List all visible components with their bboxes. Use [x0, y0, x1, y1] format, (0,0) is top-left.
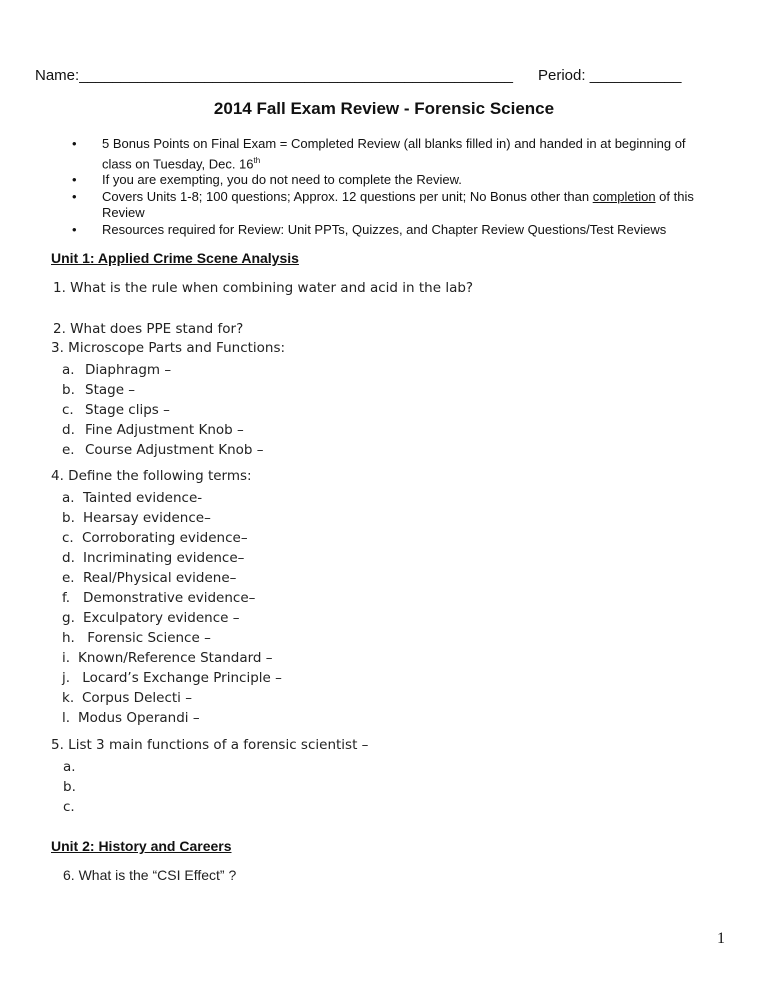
list-item: e. Course Adjustment Knob – — [62, 442, 264, 458]
bullet-icon: • — [72, 136, 77, 151]
page-title: 2014 Fall Exam Review - Forensic Science — [213, 99, 555, 118]
list-item: i. Known/Reference Standard – — [62, 650, 273, 666]
microscope-parts-list — [62, 360, 264, 460]
instructions-list — [72, 136, 732, 238]
instruction-item: • Resources required for Review: Unit PPTs, Quizzes, and Chapter Review Questions/Test Reviews — [72, 221, 667, 237]
list-item: b. — [63, 779, 76, 795]
name-label: Name: — [35, 67, 80, 84]
list-item: d. Fine Adjustment Knob – — [62, 422, 244, 438]
name-field[interactable] — [35, 67, 513, 84]
bullet-icon: • — [72, 172, 77, 188]
bullet-icon: • — [72, 221, 77, 237]
instruction-item: • 5 Bonus Points on Final Exam = Completed Review (all blanks filled in) and handed in at beginning of class on Tuesday, Dec. 16th — [72, 136, 686, 171]
question-6: 6. What is the “CSI Effect” ? — [63, 867, 237, 883]
instruction-item: • If you are exempting, you do not need to complete the Review. — [72, 172, 462, 188]
question-2: 2. What does PPE stand for? — [53, 321, 244, 337]
list-item: d. Incriminating evidence– — [62, 550, 245, 566]
question-4: 4. Define the following terms: — [51, 468, 252, 484]
list-item: a. — [63, 759, 76, 775]
list-item: j. Locard’s Exchange Principle – — [62, 670, 282, 686]
question-3: 3. Microscope Parts and Functions: — [51, 340, 286, 356]
list-item: k. Corpus Delecti – — [62, 690, 192, 706]
list-item: f. Demonstrative evidence– — [62, 590, 256, 606]
question-1: 1. What is the rule when combining water and acid in the lab? — [53, 280, 474, 296]
list-item: c. Stage clips – — [62, 402, 170, 418]
period-blank[interactable]: ___________ — [589, 67, 682, 84]
list-item: c. Corroborating evidence– — [62, 530, 248, 546]
list-item: b. Stage – — [62, 382, 136, 398]
emphasis-completion: completion — [592, 188, 656, 204]
page-number: 1 — [717, 930, 725, 947]
unit-2-heading: Unit 2: History and Careers — [51, 838, 232, 854]
list-item: a. Tainted evidence- — [62, 490, 203, 506]
question-5: 5. List 3 main functions of a forensic scientist – — [51, 737, 369, 753]
terms-list — [62, 488, 282, 728]
list-item: e. Real/Physical evidene– — [62, 570, 237, 586]
list-item: g. Exculpatory evidence – — [62, 610, 240, 626]
list-item: l. Modus Operandi – — [62, 710, 200, 726]
functions-list — [63, 757, 76, 817]
period-label: Period: — [538, 67, 586, 84]
name-blank[interactable]: ____________________________________________________ — [79, 67, 513, 84]
list-item: c. — [63, 799, 75, 815]
list-item: b. Hearsay evidence– — [62, 510, 211, 526]
list-item: h. Forensic Science – — [62, 630, 211, 646]
unit-1-heading: Unit 1: Applied Crime Scene Analysis — [51, 250, 299, 266]
list-item: a. Diaphragm – — [62, 362, 172, 378]
bullet-icon: • — [72, 188, 77, 204]
period-field[interactable] — [538, 67, 681, 84]
instruction-item: • Covers Units 1-8; 100 questions; Approx. 12 questions per unit; No Bonus other than completion of this Review — [72, 188, 694, 221]
